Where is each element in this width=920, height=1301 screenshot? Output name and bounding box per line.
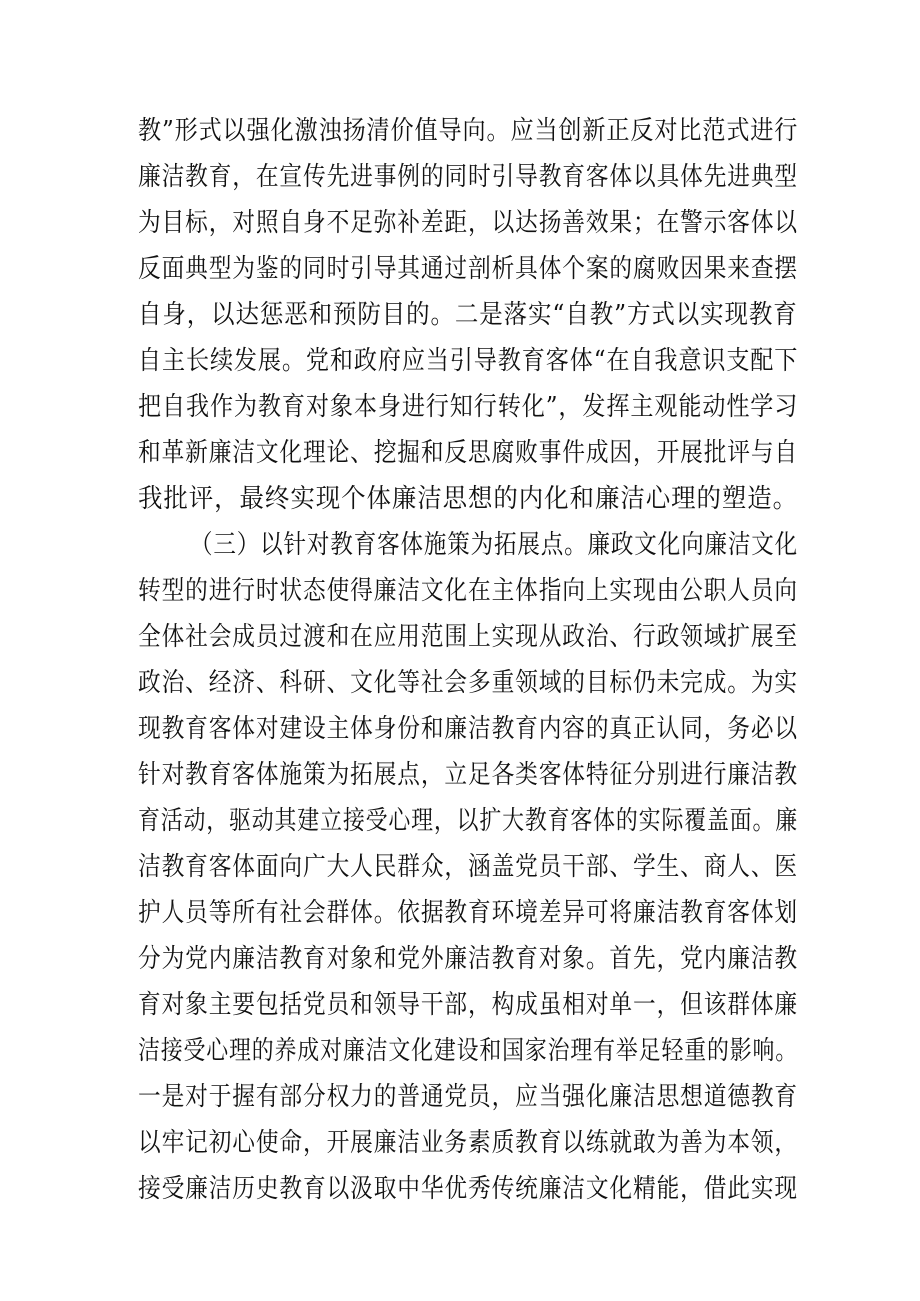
text-line: 以牢记初心使命，开展廉洁业务素质教育以练就敢为善为本领， xyxy=(138,1128,799,1158)
text-line: 育对象主要包括党员和领导干部，构成虽相对单一，但该群体廉 xyxy=(138,990,799,1020)
text-line: 转型的进行时状态使得廉洁文化在主体指向上实现由公职人员向 xyxy=(138,576,799,606)
text-line: 护人员等所有社会群体。依据教育环境差异可将廉洁教育客体划 xyxy=(138,898,799,928)
text-line: 自身，以达惩恶和预防目的。二是落实“自教”方式以实现教育 xyxy=(138,300,798,330)
text-line: 我批评，最终实现个体廉洁思想的内化和廉洁心理的塑造。 xyxy=(138,484,799,514)
text-line: 把自我作为教育对象本身进行知行转化”，发挥主观能动性学习 xyxy=(138,392,799,422)
text-line: 政治、经济、科研、文化等社会多重领域的目标仍未完成。为实 xyxy=(138,668,799,698)
text-line: 接受廉洁历史教育以汲取中华优秀传统廉洁文化精能，借此实现 xyxy=(138,1174,799,1204)
text-line: 一是对于握有部分权力的普通党员，应当强化廉洁思想道德教育 xyxy=(138,1082,799,1112)
text-line: 反面典型为鉴的同时引导其通过剖析具体个案的腐败因果来查摆 xyxy=(138,254,799,284)
text-line: 针对教育客体施策为拓展点，立足各类客体特征分别进行廉洁教 xyxy=(138,760,799,790)
text-line: 全体社会成员过渡和在应用范围上实现从政治、行政领域扩展至 xyxy=(138,622,799,652)
text-line: 现教育客体对建设主体身份和廉洁教育内容的真正认同，务必以 xyxy=(138,714,799,744)
text-line: 自主长续发展。党和政府应当引导教育客体“在自我意识支配下 xyxy=(138,346,799,376)
text-line: 分为党内廉洁教育对象和党外廉洁教育对象。首先，党内廉洁教 xyxy=(138,944,799,974)
text-line: 洁教育客体面向广大人民群众，涵盖党员干部、学生、商人、医 xyxy=(138,852,799,882)
text-line: 和革新廉洁文化理论、挖掘和反思腐败事件成因，开展批评与自 xyxy=(138,438,799,468)
text-line: 廉洁教育，在宣传先进事例的同时引导教育客体以具体先进典型 xyxy=(138,162,799,192)
text-line: 教”形式以强化激浊扬清价值导向。应当创新正反对比范式进行 xyxy=(138,116,799,146)
section-heading-line: （三）以针对教育客体施策为拓展点。廉政文化向廉洁文化 xyxy=(190,530,799,560)
text-line: 育活动，驱动其建立接受心理，以扩大教育客体的实际覆盖面。廉 xyxy=(138,806,799,836)
text-line: 为目标，对照自身不足弥补差距，以达扬善效果；在警示客体以 xyxy=(138,208,799,238)
text-line: 洁接受心理的养成对廉洁文化建设和国家治理有举足轻重的影响。 xyxy=(138,1036,799,1066)
